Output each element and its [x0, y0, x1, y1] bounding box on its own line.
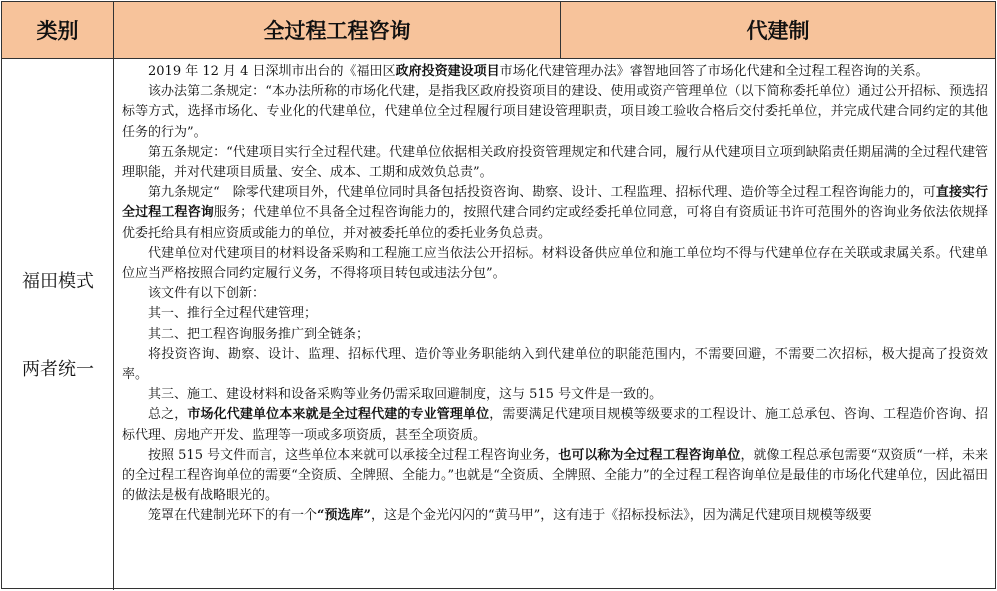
text-run: 第九条规定“ 除零代建项目外，代建单位同时具备包括投资咨询、勘察、设计、工程监理、招标代理、造价等全过程工程咨询能力的，可: [148, 185, 936, 201]
bold-text: “预选库”: [317, 508, 371, 524]
content-paragraph: [122, 183, 988, 244]
text-run: 市场化代建管理办法》睿智地回答了市场化代建和全过程工程咨询的关系。: [499, 64, 929, 79]
content-paragraph: [122, 446, 988, 507]
category-cell: [2, 59, 114, 590]
content-paragraph: [122, 304, 988, 324]
text-run: 其一、推行全过程代建管理；: [148, 306, 318, 322]
category-label-unification: 两者统一: [22, 359, 94, 380]
content-paragraph: [122, 284, 988, 304]
bold-text: 也可以称为全过程工程咨询单位: [558, 447, 741, 463]
text-run: 该办法第二条规定：“本办法所称的市场化代建，是指我区政府投资项目的建设、使用或资产管理单位（以下简称委托单位）通过公开招标、预选招标等方式，选择市场化、专业化的代建单位，代建单位全过程履行项目建设管理职责，项目竣工验收合格后交付委托单位，并完成代建合同约定的其他任务的行为”。: [122, 84, 988, 140]
category-label-futian-model: 福田模式: [22, 271, 94, 292]
bold-text: 直接实行全过程工程咨询: [122, 185, 988, 221]
content-paragraph: [122, 244, 988, 284]
text-run: 服务；代建单位不具备全过程咨询能力的，按照代建合同约定或经委托单位同意，可将自有资质证书许可范围外的咨询业务依法依规择优委托给具有相应资质或能力的单位，并对被委托单位的委托业务负总责。: [122, 205, 988, 241]
text-run: 第五条规定：“代建项目实行全过程代建。代建单位依据相关政府投资管理规定和代建合同，履行从代建项目立项到缺陷责任期届满的全过程代建管理职能，并对代建项目质量、安全、成本、工期和成效负总责”。: [122, 144, 988, 181]
text-run: 其二、把工程咨询服务推广到全链条；: [148, 326, 370, 342]
text-run: ，这是个金光闪闪的“黄马甲”，这有违于《招标投标法》，因为满足代建项目规模等级要: [370, 508, 872, 524]
content-paragraph: [122, 405, 988, 445]
text-run: 按照 515 号文件而言，这些单位本来就可以承接全过程工程咨询业务，: [148, 447, 559, 463]
content-paragraph: [122, 62, 988, 82]
header-whole-process-consulting: 全过程工程咨询: [114, 2, 561, 58]
text-run: 2019 年 12 月 4 日深圳市出台的《福田区: [148, 64, 396, 79]
content-cell: [122, 62, 988, 527]
content-paragraph: [122, 506, 988, 526]
text-run: 总之，: [148, 407, 188, 423]
header-agent-construction: 代建制: [746, 19, 810, 43]
header-category: 类别: [2, 2, 114, 58]
content-paragraph: [122, 325, 988, 345]
bold-text: 市场化代建单位本来就是全过程代建的专业管理单位: [187, 407, 490, 423]
text-run: 将投资咨询、勘察、设计、监理、招标代理、造价等业务职能纳入到代建单位的职能范围内，不需要回避，不需要二次招标，极大提高了投资效率。: [122, 346, 988, 383]
comparison-table: [1, 1, 996, 589]
text-run: 笼罩在代建制光环下的有一个: [148, 508, 318, 524]
text-run: 该文件有以下创新：: [148, 286, 266, 302]
bold-text: 政府投资建设项目: [395, 64, 500, 79]
text-run: ，需要满足代建项目规模等级要求的工程设计、施工总承包、咨询、工程造价咨询、招标代理、房地产开发、监理等一项或多项资质，甚至全项资质。: [122, 407, 988, 443]
table-header: [2, 2, 995, 59]
text-run: ，就像工程总承包需要“双资质“一样，未来的全过程工程咨询单位的需要“全资质、全牌照、全能力。”也就是“全资质、全牌照、全能力”的全过程工程咨询单位是最佳的市场化代建单位，因此福田的做法是极有战略眼光的。: [122, 447, 988, 504]
text-run: 其三、施工、建设材料和设备采购等业务仍需采取回避制度，这与 515 号文件是一致的。: [148, 387, 663, 403]
content-paragraph: [122, 385, 988, 405]
content-paragraph: [122, 143, 988, 183]
content-paragraph: [122, 345, 988, 385]
content-paragraph: [122, 82, 988, 143]
text-run: 代建单位对代建项目的材料设备采购和工程施工应当依法公开招标。材料设备供应单位和施工单位均不得与代建单位存在关联或隶属关系。代建单位应当严格按照合同约定履行义务，不得将项目转包或违法分包”。: [122, 245, 988, 282]
